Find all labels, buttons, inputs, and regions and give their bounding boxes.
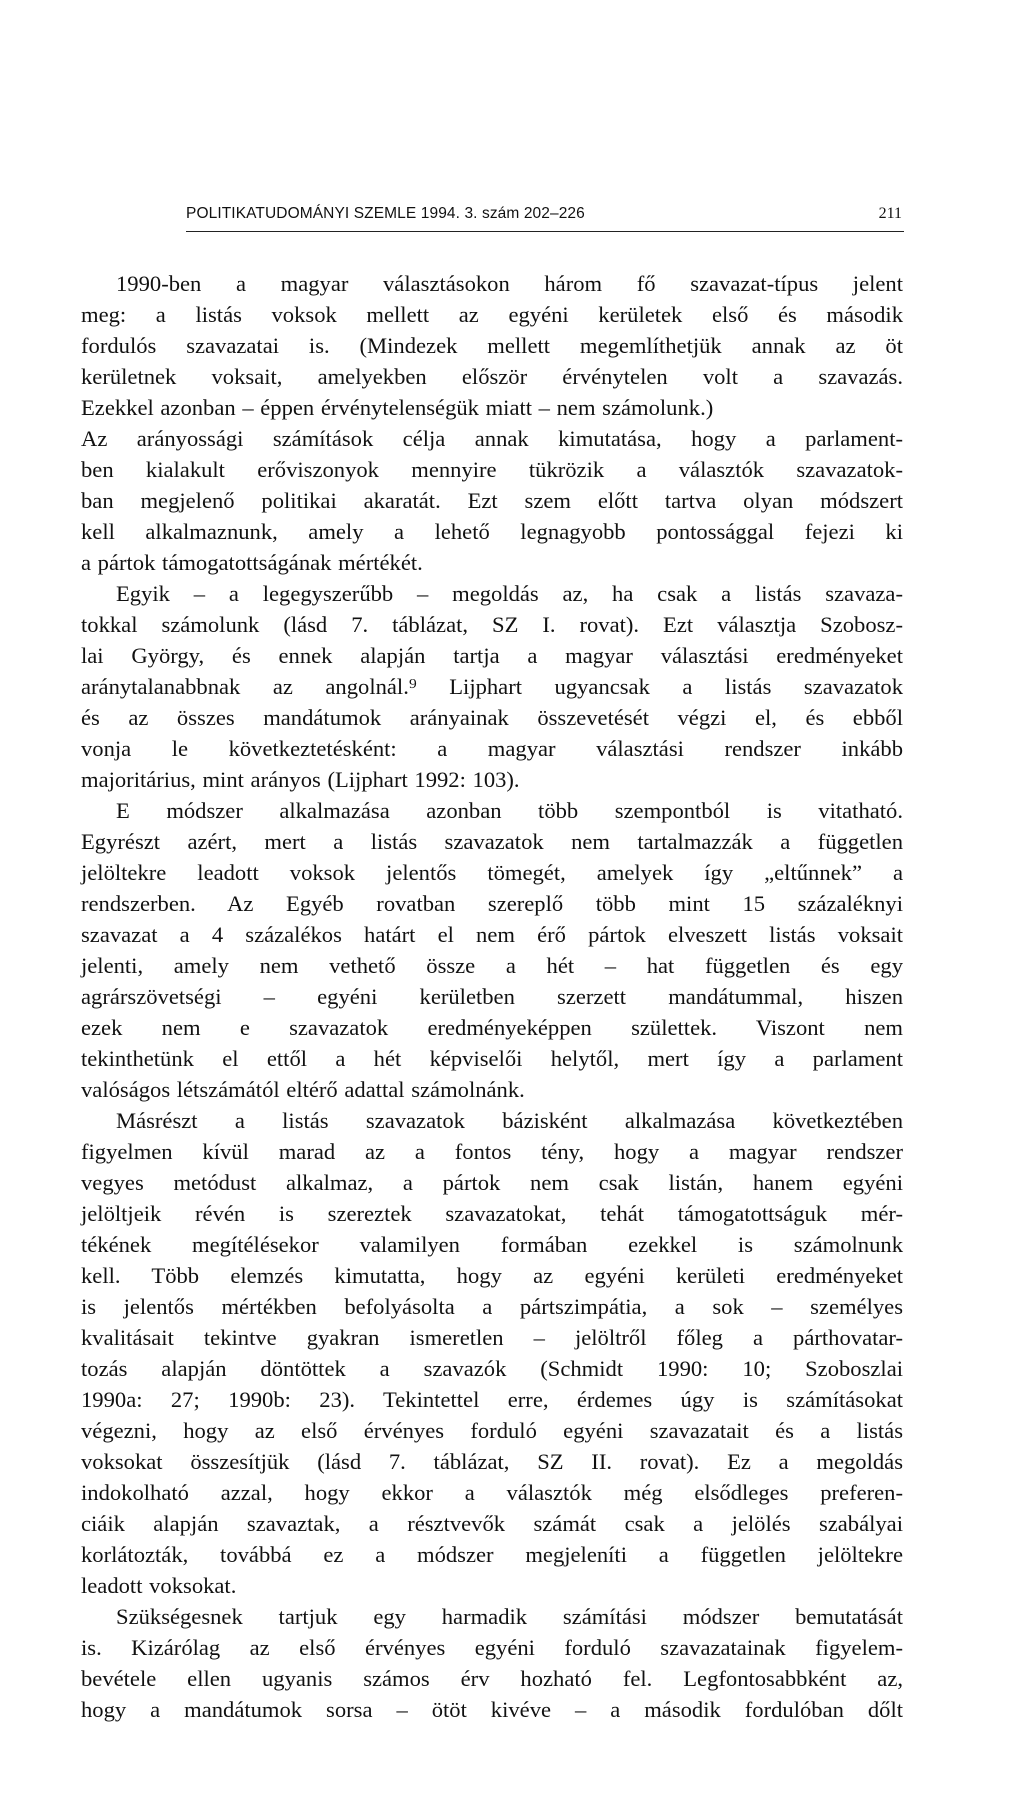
text-line: kell. Több elemzés kimutatta, hogy az egyéni kerületi eredményeket <box>81 1263 903 1288</box>
text-line: Másrészt a listás szavazatok bázisként alkalmazása következtében <box>116 1108 903 1133</box>
running-head <box>186 201 904 232</box>
text-line: kell alkalmaznunk, amely a lehető legnagyobb pontossággal fejezi ki <box>81 519 903 544</box>
text-line: tozás alapján döntöttek a szavazók (Schmidt 1990: 10; Szoboszlai <box>81 1356 903 1381</box>
text-line: bevétele ellen ugyanis számos érv hozható fel. Legfontosabbként az, <box>81 1666 903 1691</box>
text-line: Ezekkel azonban – éppen érvénytelenségük miatt – nem számolunk.) <box>81 395 714 420</box>
text-line: leadott voksokat. <box>81 1573 237 1598</box>
text-line: lai György, és ennek alapján tartja a magyar választási eredményeket <box>81 643 903 668</box>
text-line: ciáik alapján szavaztak, a résztvevők számát csak a jelölés szabályai <box>81 1511 903 1536</box>
text-line: a pártok támogatottságának mértékét. <box>81 550 423 575</box>
text-line: jelöltekre leadott voksok jelentős tömegét, amelyek így „eltűnnek” a <box>81 860 903 885</box>
text-line: tekinthetünk el ettől a hét képviselői helytől, mert így a parlament <box>81 1046 903 1071</box>
text-line: vonja le következtetésként: a magyar választási rendszer inkább <box>81 736 903 761</box>
text-line: Egyrészt azért, mert a listás szavazatok nem tartalmazzák a független <box>81 829 903 854</box>
text-line: E módszer alkalmazása azonban több szempontból is vitatható. <box>116 798 903 823</box>
text-line: jelenti, amely nem vethető össze a hét – hat független és egy <box>81 953 903 978</box>
text-line: szavazat a 4 százalékos határt el nem érő pártok elveszett listás voksait <box>81 922 903 947</box>
text-line: aránytalanabbnak az angolnál.⁹ Lijphart ugyancsak a listás szavazatok <box>81 674 903 699</box>
text-line: majoritárius, mint arányos (Lijphart 1992: 103). <box>81 767 520 792</box>
text-line: tékének megítélésekor valamilyen formában ezekkel is számolnunk <box>81 1232 903 1257</box>
text-line: hogy a mandátumok sorsa – ötöt kivéve – a második fordulóban dőlt <box>81 1697 903 1722</box>
text-line: valóságos létszámától eltérő adattal számolnánk. <box>81 1077 525 1102</box>
text-line: kvalitásait tekintve gyakran ismeretlen – jelöltről főleg a párthovatar- <box>81 1325 903 1350</box>
text-line: kerületnek voksait, amelyekben először érvénytelen volt a szavazás. <box>81 364 903 389</box>
text-line: vegyes metódust alkalmaz, a pártok nem csak listán, hanem egyéni <box>81 1170 903 1195</box>
text-line: tokkal számolunk (lásd 7. táblázat, SZ I. rovat). Ezt választja Szobosz- <box>81 612 903 637</box>
text-line: is. Kizárólag az első érvényes egyéni forduló szavazatainak figyelem- <box>81 1635 903 1660</box>
text-line: 1990-ben a magyar választásokon három fő szavazat-típus jelent <box>116 271 903 296</box>
journal-citation: POLITIKATUDOMÁNYI SZEMLE 1994. 3. szám 202–226 <box>186 205 585 222</box>
text-line: ben kialakult erőviszonyok mennyire tükrözik a választók szavazatok- <box>81 457 903 482</box>
text-line: agrárszövetségi – egyéni kerületben szerzett mandátummal, hiszen <box>81 984 903 1009</box>
page-number: 211 <box>878 205 902 222</box>
text-line: is jelentős mértékben befolyásolta a pártszimpátia, a sok – személyes <box>81 1294 903 1319</box>
text-line: Szükségesnek tartjuk egy harmadik számítási módszer bemutatását <box>116 1604 903 1629</box>
text-line: voksokat összesítjük (lásd 7. táblázat, SZ II. rovat). Ez a megoldás <box>81 1449 903 1474</box>
text-line: végezni, hogy az első érvényes forduló egyéni szavazatait és a listás <box>81 1418 903 1443</box>
text-line: meg: a listás voksok mellett az egyéni kerületek első és második <box>81 302 903 327</box>
text-line: fordulós szavazatai is. (Mindezek mellett megemlíthetjük annak az öt <box>81 333 903 358</box>
text-line: korlátozták, továbbá ez a módszer megjeleníti a független jelöltekre <box>81 1542 903 1567</box>
text-line: figyelmen kívül marad az a fontos tény, hogy a magyar rendszer <box>81 1139 903 1164</box>
text-line: ban megjelenő politikai akaratát. Ezt szem előtt tartva olyan módszert <box>81 488 903 513</box>
text-line: és az összes mandátumok arányainak összevetését végzi el, és ebből <box>81 705 903 730</box>
text-line: indokolható azzal, hogy ekkor a választók még elsődleges preferen- <box>81 1480 903 1505</box>
text-line: rendszerben. Az Egyéb rovatban szereplő több mint 15 százaléknyi <box>81 891 903 916</box>
text-line: 1990a: 27; 1990b: 23). Tekintettel erre, érdemes úgy is számításokat <box>81 1387 903 1412</box>
text-line: Az arányossági számítások célja annak kimutatása, hogy a parlament- <box>81 426 903 451</box>
text-line: jelöltjeik révén is szereztek szavazatokat, tehát támogatottságuk mér- <box>81 1201 903 1226</box>
text-line: Egyik – a legegyszerűbb – megoldás az, ha csak a listás szavaza- <box>116 581 903 606</box>
text-line: ezek nem e szavazatok eredményeképpen születtek. Viszont nem <box>81 1015 903 1040</box>
body-text <box>81 268 903 1725</box>
